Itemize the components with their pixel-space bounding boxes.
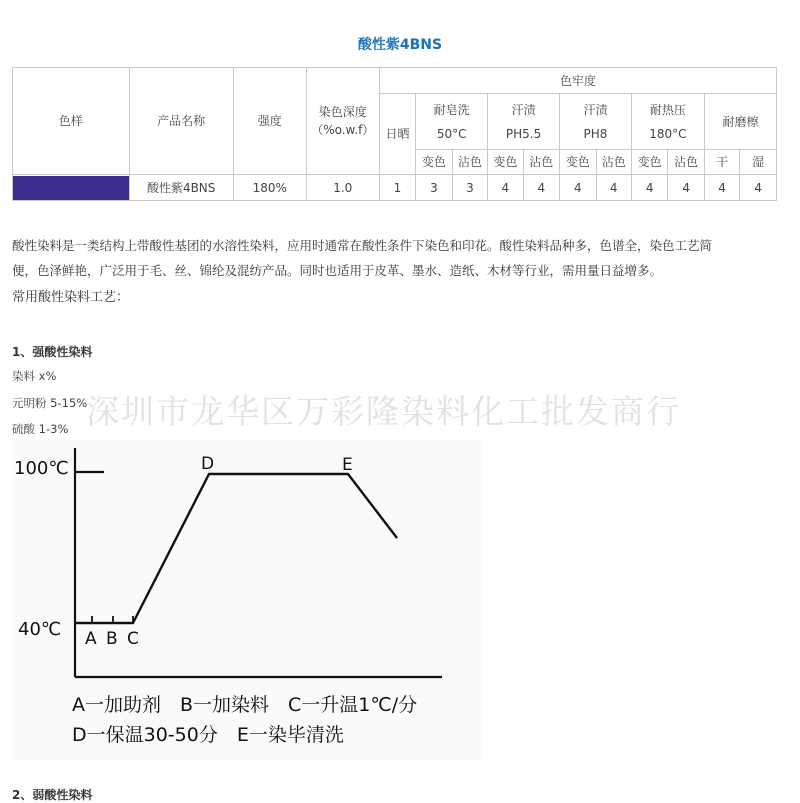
page-title: 酸性紫4BNS bbox=[357, 37, 443, 53]
cell-sweat-alkali-change: 4 bbox=[560, 175, 596, 201]
header-sweat-acid-stain: 沾色 bbox=[523, 150, 559, 175]
recipe-sulfuric-acid: 硫酸 1-3% bbox=[12, 422, 69, 436]
cell-rub-wet: 4 bbox=[740, 175, 777, 201]
label-e: E bbox=[342, 455, 353, 475]
header-depth bbox=[306, 68, 379, 175]
header-sweat-alkali bbox=[560, 94, 632, 150]
section-2-heading: 2、弱酸性染料 bbox=[12, 788, 93, 802]
cell-product: 酸性紫4BNS bbox=[129, 175, 233, 201]
header-heat-line2: 180°C bbox=[649, 126, 687, 141]
cell-sweat-acid-change: 4 bbox=[488, 175, 523, 201]
header-heat-stain: 沾色 bbox=[668, 150, 704, 175]
header-rubbing: 耐磨檫 bbox=[704, 94, 776, 150]
cell-sweat-acid-stain: 4 bbox=[523, 175, 559, 201]
header-heat-press bbox=[631, 94, 704, 150]
header-sweat-acid-line1: 汗渍 bbox=[511, 102, 536, 117]
cell-sunlight: 1 bbox=[379, 175, 415, 201]
label-c: C bbox=[127, 629, 139, 649]
header-soap-change: 变色 bbox=[416, 150, 452, 175]
header-sweat-alkali-line1: 汗渍 bbox=[583, 102, 608, 117]
label-a: A bbox=[85, 629, 97, 649]
cell-soap-stain: 3 bbox=[452, 175, 487, 201]
diagram-legend-line-1: A一加助剂 B一加染料 C一升温1℃/分 bbox=[72, 694, 418, 716]
intro-line-2: 便，色泽鲜艳，广泛用于毛、丝、锦纶及混纺产品。同时也适用于皮革、墨水、造纸、木材等行业，需用量日益增多。 bbox=[12, 263, 663, 278]
process-heading: 常用酸性染料工艺： bbox=[12, 290, 130, 305]
header-fastness: 色牢度 bbox=[379, 68, 776, 94]
header-soap bbox=[416, 94, 488, 150]
header-heat-change: 变色 bbox=[631, 150, 667, 175]
label-b: B bbox=[106, 629, 118, 649]
header-soap-stain: 沾色 bbox=[452, 150, 487, 175]
section-1-heading: 1、强酸性染料 bbox=[12, 345, 93, 359]
cell-heat-stain: 4 bbox=[668, 175, 704, 201]
header-sweat-alkali-stain: 沾色 bbox=[596, 150, 631, 175]
cell-depth: 1.0 bbox=[306, 175, 379, 201]
header-sweat-alkali-change: 变色 bbox=[560, 150, 596, 175]
label-100c: 100℃ bbox=[14, 458, 69, 479]
header-rub-wet: 湿 bbox=[740, 150, 777, 175]
header-sunlight: 日晒 bbox=[379, 94, 415, 175]
color-swatch-cell bbox=[13, 175, 130, 201]
header-sweat-acid-change: 变色 bbox=[488, 150, 523, 175]
cell-sweat-alkali-stain: 4 bbox=[596, 175, 631, 201]
header-depth-line1: 染色深度 bbox=[318, 105, 367, 119]
header-sweat-alkali-line2: PH8 bbox=[583, 126, 608, 141]
header-soap-line1: 耐皂洗 bbox=[433, 102, 470, 117]
spec-table bbox=[12, 67, 777, 201]
header-strength: 强度 bbox=[233, 68, 306, 175]
header-soap-line2: 50°C bbox=[436, 126, 467, 141]
header-color-sample: 色样 bbox=[13, 68, 130, 175]
header-heat-line1: 耐热压 bbox=[649, 102, 686, 117]
recipe-dye: 染料 x% bbox=[12, 369, 57, 383]
header-depth-line2: （%o.w.f） bbox=[311, 123, 375, 137]
watermark: 深圳市龙华区万彩隆染料化工批发商行 bbox=[86, 392, 681, 431]
cell-rub-dry: 4 bbox=[704, 175, 739, 201]
cell-soap-change: 3 bbox=[416, 175, 452, 201]
cell-heat-change: 4 bbox=[631, 175, 667, 201]
table-row bbox=[13, 175, 777, 201]
header-sweat-acid bbox=[488, 94, 560, 150]
label-40c: 40℃ bbox=[18, 619, 62, 640]
intro-line-1: 酸性染料是一类结构上带酸性基团的水溶性染料，应用时通常在酸性条件下染色和印花。酸性染料品种多，色谱全，染色工艺简 bbox=[12, 238, 713, 253]
header-rub-dry: 干 bbox=[704, 150, 739, 175]
cell-strength: 180% bbox=[233, 175, 306, 201]
label-d: D bbox=[201, 454, 215, 474]
diagram-legend-line-2: D一保温30-50分 E一染毕清洗 bbox=[72, 724, 344, 746]
recipe-sodium-sulfate: 元明粉 5-15% bbox=[12, 396, 88, 410]
temperature-curve bbox=[75, 474, 397, 623]
header-product-name: 产品名称 bbox=[129, 68, 233, 175]
header-sweat-acid-line2: PH5.5 bbox=[505, 126, 542, 141]
color-swatch bbox=[13, 176, 129, 200]
